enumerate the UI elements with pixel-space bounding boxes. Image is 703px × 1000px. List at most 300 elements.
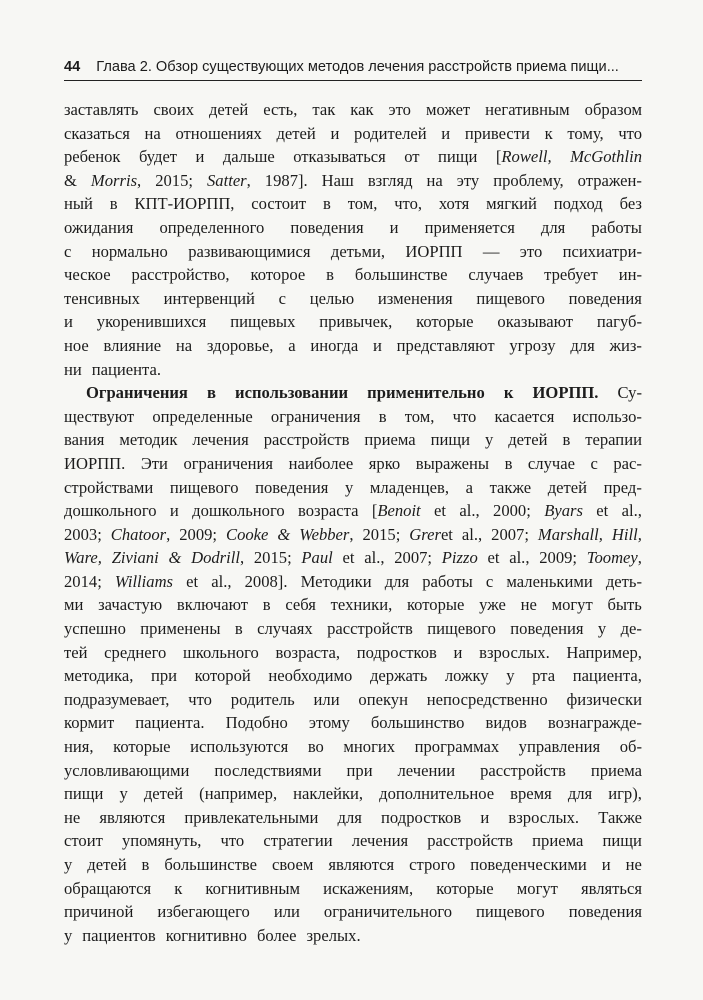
text-line [64,263,642,287]
word-part: 1987]. [264,170,308,190]
word-part: на [144,123,161,143]
word [495,405,555,429]
word-part: привычек, [319,312,393,332]
word-part: на [426,170,443,190]
word [142,853,150,877]
word [159,216,264,240]
word-part: последствиями [214,760,322,780]
word-part: подростков [381,807,462,827]
word [496,145,552,169]
word [207,381,216,405]
word-part: изменения [377,288,453,308]
word-part: , [246,170,251,190]
word-part: зрелых. [306,925,361,945]
word-part: 2003; [64,524,102,544]
word-part: пищевого [476,288,545,308]
word-part: детей [547,477,587,497]
word [177,593,248,617]
word-part: Наш [321,170,354,190]
word-part: пациента. [91,359,161,379]
text-line [64,900,642,924]
word [338,806,362,830]
word-part: не [625,855,642,874]
word [445,664,489,688]
word-part: и [169,501,179,521]
word-part: расстройств [263,430,350,450]
word [510,617,583,641]
word-part: al., [459,501,480,521]
word-part: это [388,100,411,119]
word [350,98,373,122]
word [345,476,353,500]
word-part: пищевого [427,619,496,639]
word-part: в [262,595,271,615]
word-part: том, [404,406,435,426]
word-part: Williams [114,571,174,591]
word-part: поведенческими [470,855,587,874]
word [104,641,166,665]
word-part: строго [409,855,456,874]
text-line [64,688,642,712]
word [533,381,599,405]
word-part: применяется [424,217,515,237]
text-line [64,759,642,783]
word-part: отражен- [577,170,642,190]
word-part: для [570,335,595,355]
word-part: которые [416,312,474,332]
word-part: психиатри- [562,241,642,261]
word [544,499,583,523]
word-part: являться [581,878,642,898]
word [490,476,532,500]
word [257,617,313,641]
word [425,216,515,240]
word-part: или [273,902,300,922]
word [209,98,248,122]
word [385,570,409,594]
word-part: пищи [602,831,642,851]
word [64,759,189,783]
word [541,216,565,240]
word [389,98,411,122]
word [64,405,134,429]
word [476,287,545,311]
word [506,570,592,594]
word [112,546,159,570]
word-part: тому, [567,123,604,143]
text-line [64,452,642,476]
word-part: al., [461,524,483,544]
word [407,593,464,617]
word [64,806,80,830]
word-part: своих [153,100,194,119]
word [310,287,355,311]
word [308,735,324,759]
word [191,546,244,570]
word-part: эту [456,170,480,190]
word [622,499,642,523]
word [427,169,443,193]
word [544,263,598,287]
word [626,853,642,877]
word [358,688,408,712]
word [64,499,157,523]
word-part: детей [276,123,316,143]
word-part: также [489,477,532,497]
word-part: при [346,760,373,780]
word-part: большинстве [354,265,448,285]
word [164,287,255,311]
word [606,570,642,594]
word [370,476,449,500]
word-part: заставлять [64,100,139,119]
word-part: большинство [370,713,465,733]
word [195,664,251,688]
word [619,263,642,287]
word-part: быть [607,595,642,615]
word-part: Ограничения [86,383,188,403]
word-part: когнитивным [205,878,300,898]
word [618,381,642,405]
word-part: которые [436,878,494,898]
word [598,806,642,830]
word [299,523,353,547]
word-part: и [195,147,205,167]
word-part: Методики [300,571,372,591]
word-part: Эти [140,453,168,473]
word [532,829,583,853]
word [343,546,355,570]
word-part: (например, [199,784,278,804]
word [64,122,130,146]
word-part: тей [64,642,88,662]
word-part: Benoit [377,501,421,521]
word [379,405,387,429]
word [568,782,592,806]
word [276,641,341,665]
word [190,735,288,759]
word [263,593,271,617]
text-line [64,735,642,759]
word-part: расстройств [327,619,413,639]
word-part: Chatoor [110,524,167,544]
word-part: касается [494,406,555,426]
word-part: и [453,642,463,662]
word [250,263,305,287]
text-line [64,711,642,735]
word [188,240,310,264]
text-line [64,664,642,688]
word [64,877,151,901]
word-part: пациента. [135,713,205,733]
word [373,334,382,358]
word-part: использо- [572,406,642,426]
word-part: пагуб- [596,312,642,332]
text-line [64,853,642,877]
word-part: et [440,524,453,544]
word [152,405,252,429]
word-part: и [441,123,451,143]
word-part: оказывают [497,312,574,332]
word-part: избегающего [157,902,250,922]
word [509,546,529,570]
word-part: укоренившихся [96,312,207,332]
word-part: являются [99,807,166,827]
word-part: требует [544,265,598,285]
word [573,405,642,429]
word [64,428,104,452]
word-part: к [544,123,553,143]
word [312,98,335,122]
word [578,169,642,193]
word [485,428,493,452]
word-part: et [487,548,500,568]
word [91,169,141,193]
word [331,240,385,264]
word [465,122,530,146]
word [268,664,352,688]
word-part: при [150,666,178,686]
text-line [64,806,642,830]
word [441,122,450,146]
word-part: пищи [430,430,470,450]
word [532,664,555,688]
word [355,263,448,287]
word [64,900,133,924]
word [404,145,419,169]
text-line [64,546,642,570]
word-part: об- [619,737,642,757]
word-part: стоит [64,831,103,851]
word-part: ни [64,359,82,379]
word-part: подход [553,194,603,214]
word-part: здоровье, [206,335,274,355]
running-title: Глава 2. Обзор существующих методов лечения расстройств приема пищи... [96,59,619,75]
word-part: ограничительного [323,902,453,922]
word [277,523,290,547]
word [221,829,245,853]
word [604,476,642,500]
word-part: ярко [368,453,401,473]
word [468,263,523,287]
word-part: al., [364,548,385,568]
word-part: Webber [299,524,350,544]
word-part: с [590,453,598,473]
word [566,688,642,712]
word [328,853,394,877]
text-line [64,334,642,358]
word [476,900,545,924]
word [548,711,642,735]
word [64,641,88,665]
word-part: зачастую [98,595,163,615]
word-part: 2015; [362,524,401,544]
word [457,169,479,193]
word [620,735,642,759]
word-part: 2015; [155,170,193,190]
word [99,806,165,830]
text-line [64,877,642,901]
word-part: могут [516,878,558,898]
word [199,782,277,806]
word [566,641,642,665]
word-part: это [519,241,543,261]
word-part: Ware, [64,548,102,568]
word-part: в [504,453,513,473]
word [453,405,477,429]
word-part: ИОРПП. [532,383,599,403]
word [166,924,252,948]
word-part: видов [485,713,527,733]
word [64,358,87,382]
word [405,240,462,264]
word-part: которой [194,666,251,686]
word-part: от [404,147,420,167]
word-part: опекун [358,689,408,709]
word-part: этому [308,713,350,733]
word [370,664,427,688]
word-part: , [637,548,642,568]
word [323,877,413,901]
word [207,334,274,358]
word [497,310,573,334]
word [254,546,292,570]
word-part: ограничения [270,406,361,426]
word [348,192,378,216]
word [459,499,479,523]
word-part: поведения [290,217,364,237]
word-part: школьного [183,642,259,662]
word [64,334,89,358]
word [466,476,473,500]
word-part: упомянуть, [121,831,202,851]
word-part: привлекательными [184,807,319,827]
word-part: с [278,288,286,308]
word-part: взрослых. [508,807,580,827]
word-part: пациентов [82,925,156,945]
word-part: у [119,784,128,804]
word-part: дошкольного [192,501,285,521]
word-part: отказываться [293,147,386,167]
word [505,452,513,476]
text-line [64,570,642,594]
word-part: для [337,807,362,827]
word [285,593,316,617]
word [301,546,332,570]
word-part: подразумевает, [64,689,170,709]
word [64,98,138,122]
word-part: Marshall, [537,524,603,544]
word-part: приема [532,831,584,851]
word-part: включают [176,595,249,615]
word [98,593,162,617]
text-line [64,358,642,382]
word [235,617,243,641]
word [64,664,133,688]
word-part: кормит [64,713,115,733]
word-part: пищи [438,147,478,167]
word-part: Также [598,807,642,827]
word [506,664,514,688]
word [508,806,579,830]
word [153,98,194,122]
word [274,900,300,924]
word-part: де- [620,619,642,639]
word-part: иногда [310,335,359,355]
word-part: детей [87,855,127,874]
word [82,924,160,948]
word-part: что [188,689,212,709]
word-part: ребенок [64,147,121,167]
word [324,900,452,924]
word [64,853,72,877]
word [364,546,384,570]
word [552,593,593,617]
word [368,169,413,193]
text-line [64,145,642,169]
word-part: работы [591,217,642,237]
word-part: являются [328,855,395,874]
word [155,169,193,193]
word [596,499,608,523]
word [409,853,455,877]
word-part: родителей [354,123,427,143]
word [174,877,182,901]
word-part: стройствами [64,477,154,497]
word-part: 2015; [253,548,292,568]
word-part: детей [208,100,249,119]
word [426,98,470,122]
word [372,499,421,523]
word [301,570,372,594]
word-part: определенного [159,217,265,237]
word [585,98,642,122]
word-part: которое [250,265,306,285]
word [135,711,204,735]
word [64,546,102,570]
word-part: Су- [617,383,642,403]
word-part: время [510,784,552,804]
word [272,853,313,877]
word-part: привести [464,123,530,143]
word-part: среднего [104,642,167,662]
word-part: ный [64,194,93,214]
word-part: маленькими [506,571,593,591]
word [170,499,179,523]
word [92,240,168,264]
word [119,782,127,806]
word [434,499,446,523]
word [517,877,558,901]
text-line [64,381,642,405]
text-line [64,523,642,547]
word [276,122,315,146]
word-part: рас- [613,453,642,473]
word [290,216,363,240]
word [64,924,77,948]
word-part: ин- [618,265,642,285]
word-part: сказаться [64,123,130,143]
word [131,263,229,287]
word [510,782,552,806]
word [214,759,321,783]
word [192,428,248,452]
word-part: Например, [566,642,642,662]
word [64,169,77,193]
text-line [64,829,642,853]
word [483,240,500,264]
word [581,877,642,901]
